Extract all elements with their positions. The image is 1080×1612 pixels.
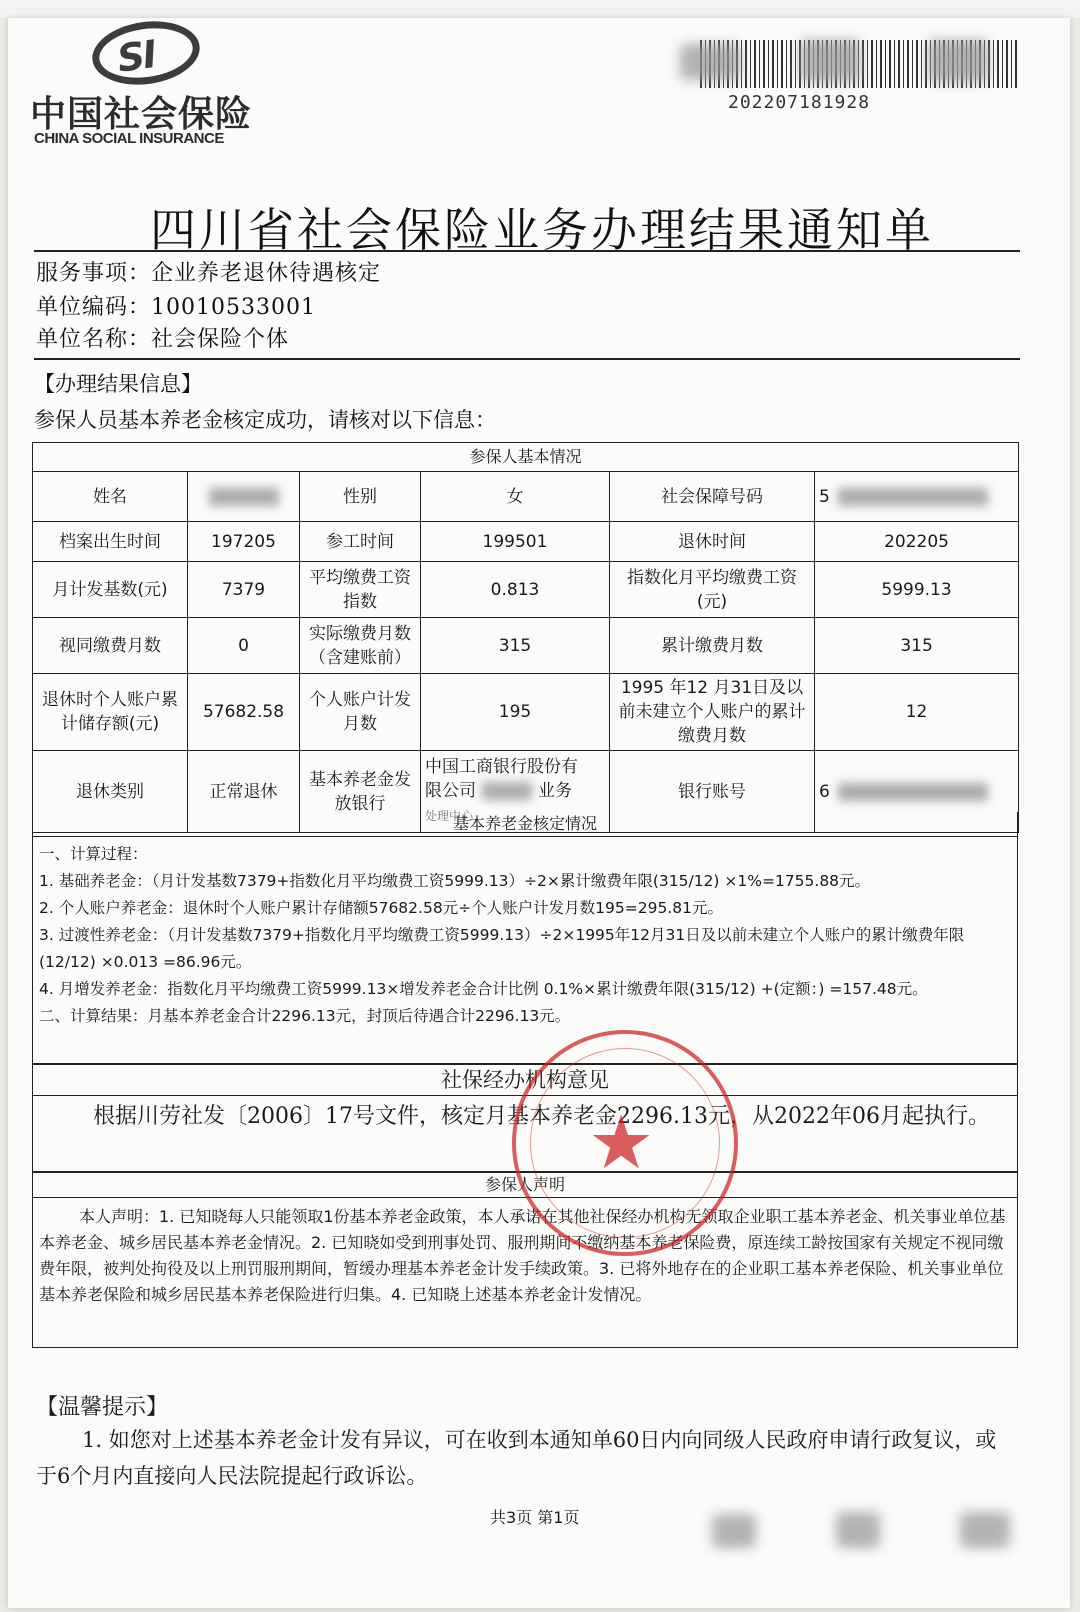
barcode-number: 202207181928: [728, 92, 871, 113]
work-start-label: 参工时间: [300, 522, 421, 562]
calculation-header: 基本养老金核定情况: [33, 812, 1017, 837]
calc-line-1: 1. 基础养老金：（月计发基数7379+指数化月平均缴费工资5999.13）÷2×累计缴费年限(315/12) ×1%=1755.88元。: [39, 872, 871, 890]
declaration-text: 本人声明：1. 已知晓每人只能领取1份基本养老金政策，本人承诺在其他社保经办机构无领取企业职工基本养老金、机关事业单位基本养老金、城乡居民基本养老金情况。2. 已知晓如受到刑事处罚、服刑期间不缴纳基本养老保险费，原连续工龄按国家有关规定不视同缴费年限，被判处拘役及以上刑罚服刑期间，暂缓办理基本养老金计发手续政策。3. 已将外地存在的企业职工基本养老保险、机关事业单位基本养老保险和城乡居民基本养老保险进行归集。4. 已知晓上述基本养老金计发情况。: [39, 1207, 1006, 1304]
gender-label: 性别: [300, 472, 421, 522]
redaction-blur: [712, 1514, 756, 1548]
unit-code: 单位编码：10010533001: [36, 295, 316, 320]
calc-process-label: 一、计算过程：: [39, 845, 148, 863]
account-no-prefix: 6: [819, 781, 830, 802]
avg-index-value: 0.813: [421, 562, 610, 618]
service-item: 服务事项：企业养老退休待遇核定: [36, 261, 382, 286]
name-value-redacted: [188, 472, 300, 522]
redaction-blur: [960, 1512, 1010, 1548]
account-no-label: 银行账号: [610, 751, 815, 833]
work-start-value: 199501: [421, 522, 610, 562]
redaction-blur: [680, 44, 740, 80]
bank-label: 基本养老金发放银行: [300, 751, 421, 833]
meta-rule: [34, 358, 1020, 360]
cumulative-months-value: 315: [815, 618, 1019, 674]
top-strip: [0, 0, 1080, 18]
opinion-text: 根据川劳社发〔2006〕17号文件，核定月基本养老金2296.13元，从2022年06月起执行。: [93, 1104, 990, 1129]
retire-type-label: 退休类别: [33, 751, 188, 833]
result-section-label: 【办理结果信息】: [34, 372, 202, 396]
logo-text-en: CHINA SOCIAL INSURANCE: [34, 130, 224, 147]
calc-result: 二、计算结果：月基本养老金合计2296.13元，封顶后待遇合计2296.13元。: [39, 1007, 571, 1025]
actual-months-label: 实际缴费月数（含建账前）: [300, 618, 421, 674]
bank-name-line3: 业务: [538, 781, 572, 801]
redaction-blur: [836, 1512, 880, 1548]
bank-name-line2: 限公司: [425, 781, 476, 801]
unit-name: 单位名称：社会保险个体: [36, 327, 290, 352]
ssn-label: 社会保障号码: [610, 472, 815, 522]
basic-info-table: [32, 442, 1019, 833]
indexed-wage-value: 5999.13: [815, 562, 1019, 618]
ssn-prefix: 5: [819, 486, 830, 507]
redaction-blur: [800, 40, 860, 82]
official-seal-stamp: ★: [512, 1030, 738, 1256]
avg-index-label: 平均缴费工资指数: [300, 562, 421, 618]
bank-name-line4: 处理中心: [425, 809, 474, 823]
retire-type-value: 正常退休: [188, 751, 300, 833]
deemed-months-value: 0: [188, 618, 300, 674]
logo-text-cn: 中国社会保险: [30, 94, 253, 135]
pre1995-value: 12: [815, 674, 1019, 751]
ssn-value-redacted: [815, 472, 1019, 522]
basic-info-header: 参保人基本情况: [33, 443, 1019, 472]
name-label: 姓名: [33, 472, 188, 522]
retire-date-label: 退休时间: [610, 522, 815, 562]
birth-label: 档案出生时间: [33, 522, 188, 562]
calc-line-3: 3. 过渡性养老金：（月计发基数7379+指数化月平均缴费工资5999.13）÷2×1995年12月31日及以前未建立个人账户的累计缴费年限(12/12) ×0.013 =86.96元。: [39, 926, 965, 971]
base-label: 月计发基数(元): [33, 562, 188, 618]
result-intro: 参保人员基本养老金核定成功，请核对以下信息：: [34, 408, 496, 432]
actual-months-value: 315: [421, 618, 610, 674]
declaration-header: 参保人声明: [33, 1173, 1017, 1198]
base-value: 7379: [188, 562, 300, 618]
calc-line-2: 2. 个人账户养老金：退休时个人账户累计存储额57682.58元÷个人账户计发月数195=295.81元。: [39, 899, 723, 917]
gender-value: 女: [421, 472, 610, 522]
indexed-wage-label: 指数化月平均缴费工资(元): [610, 562, 815, 618]
birth-value: 197205: [188, 522, 300, 562]
pre1995-label: 1995 年12 月31日及以前未建立个人账户的累计缴费月数: [610, 674, 815, 751]
deemed-months-label: 视同缴费月数: [33, 618, 188, 674]
page-indicator: 共3页 第1页: [490, 1508, 580, 1527]
cumulative-months-label: 累计缴费月数: [610, 618, 815, 674]
calculation-body: [33, 837, 1017, 1030]
declaration-section: [32, 1172, 1018, 1348]
redaction-blur: [928, 40, 988, 82]
tips-title: 【温馨提示】: [36, 1395, 169, 1420]
retire-date-value: 202205: [815, 522, 1019, 562]
document-title: 四川省社会保险业务办理结果通知单: [150, 203, 934, 257]
pay-months-label: 个人账户计发月数: [300, 674, 421, 751]
si-logo-icon: SI: [88, 15, 204, 91]
tips-text: 1. 如您对上述基本养老金计发有异议，可在收到本通知单60日内向同级人民政府申请行政复议，或于6个月内直接向人民法院提起行政诉讼。: [36, 1428, 997, 1488]
calc-line-4: 4. 月增发养老金：指数化月平均缴费工资5999.13×增发养老金合计比例 0.1%×累计缴费年限(315/12) +(定额：) =157.48元。: [39, 980, 928, 998]
account-balance-value: 57682.58: [188, 674, 300, 751]
account-balance-label: 退休时个人账户累计储存额(元): [33, 674, 188, 751]
calculation-section: [32, 812, 1018, 1064]
bank-name-line1: 中国工商银行股份有: [425, 757, 578, 777]
opinion-header: 社保经办机构意见: [33, 1065, 1017, 1096]
title-rule: [34, 250, 1020, 252]
pay-months-value: 195: [421, 674, 610, 751]
